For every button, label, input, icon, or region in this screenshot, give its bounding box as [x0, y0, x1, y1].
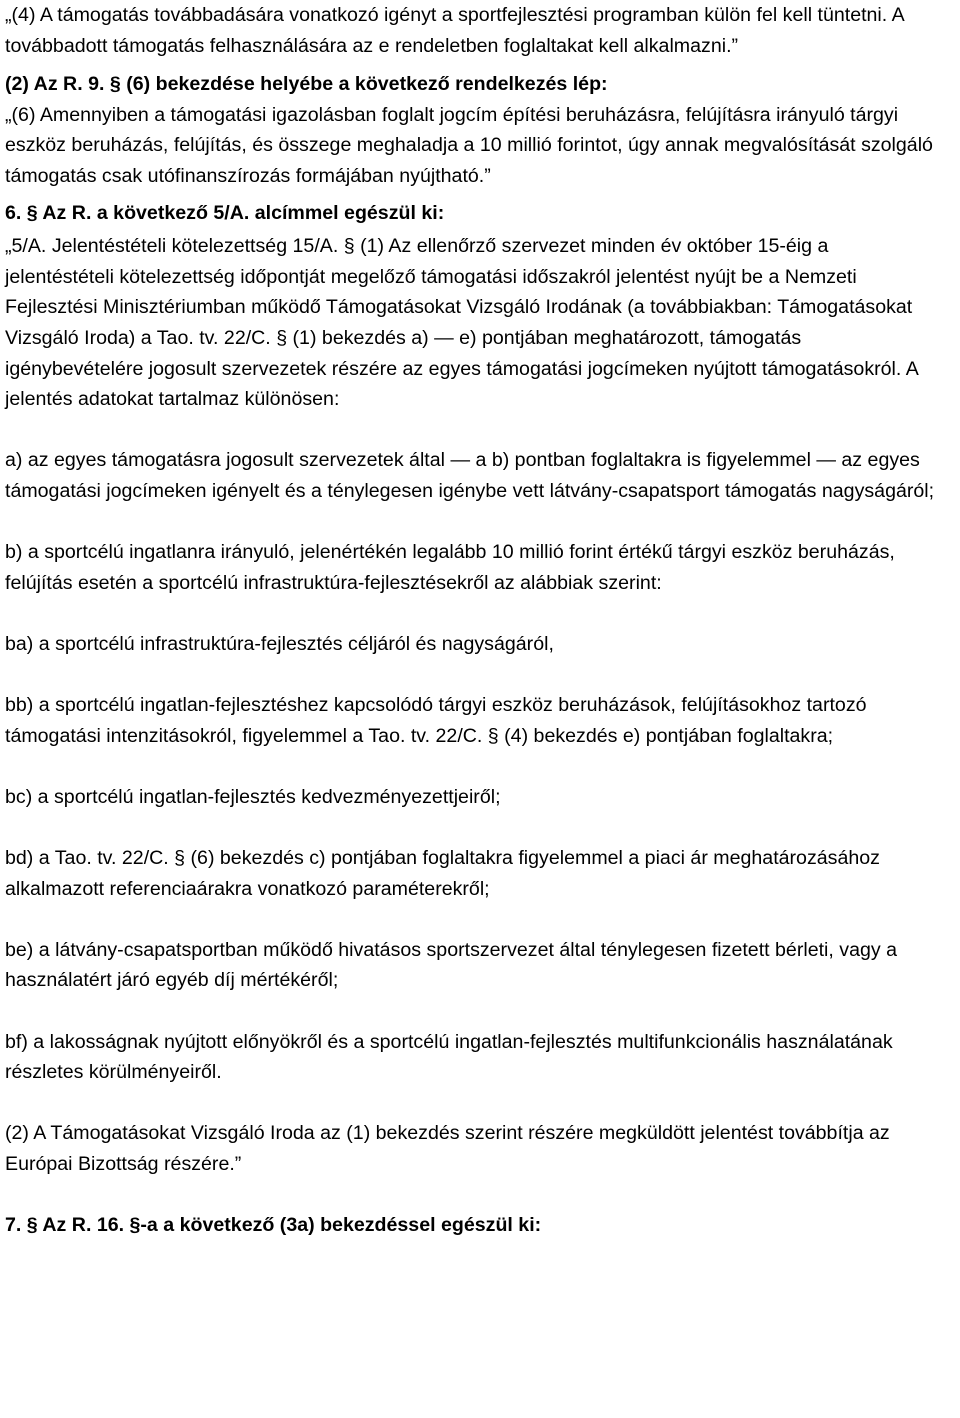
heading-section-6: 6. § Az R. a következő 5/A. alcímmel egészül ki: [5, 201, 445, 224]
list-item-bd: bd) a Tao. tv. 22/C. § (6) bekezdés c) pontjában foglaltakra figyelemmel a piaci ár meghatározásához alkalmazott referenciaárakra vonatkozó paraméterekről; [5, 847, 880, 900]
list-item-bf: bf) a lakosságnak nyújtott előnyökről és a sportcélú ingatlan-fejlesztés multifunkcionális használatának részletes körülményeiről. [5, 1030, 893, 1084]
list-item-a: a) az egyes támogatásra jogosult szervezetek által — a b) pontban foglaltakra is figyelemmel — az egyes támogatási jogcímeken igényelt és a ténylegesen igénybe vett látvány-csapatsport támogatás nagyságáról; [5, 449, 935, 502]
list-item-bc: bc) a sportcélú ingatlan-fejlesztés kedvezményezettjeiről; [5, 785, 501, 808]
list-item-ba: ba) a sportcélú infrastruktúra-fejlesztés céljáról és nagyságáról, [5, 632, 554, 655]
paragraph-amendment-6: „(6) Amennyiben a támogatási igazolásban foglalt jogcím építési beruházásra, felújításra irányuló tárgyi eszköz beruházás, felújítás, és összege meghaladja a 10 millió forintot, úgy annak megvalósítását szolgáló támogatás csak utófinanszírozás formájában nyújtható.” [5, 103, 933, 187]
list-item-bb: bb) a sportcélú ingatlan-fejlesztéshez kapcsolódó tárgyi eszköz beruházások, felújításokhoz tartozó támogatási intenzitásokról, figyelemmel a Tao. tv. 22/C. § (4) bekezdés e) pontjában foglaltakra; [5, 694, 867, 747]
paragraph-2: (2) A Támogatásokat Vizsgáló Iroda az (1) bekezdés szerint részére megküldött jelentést továbbítja az Európai Bizottság részére.” [5, 1122, 890, 1175]
heading-section-2: (2) Az R. 9. § (6) bekezdése helyébe a következő rendelkezés lép: [5, 73, 608, 96]
list-item-b: b) a sportcélú ingatlanra irányuló, jelenértékén legalább 10 millió forint értékű tárgyi eszköz beruházás, felújítás esetén a sportcélú infrastruktúra-fejlesztésekről az alábbiak szerint: [5, 541, 895, 594]
list-item-be: be) a látvány-csapatsportban működő hivatásos sportszervezet által ténylegesen fizetett bérleti, vagy a használatért járó egyéb díj mértékéről; [5, 938, 898, 992]
paragraph-5a: „5/A. Jelentéstételi kötelezettség 15/A. § (1) Az ellenőrző szervezet minden év október 15-éig a jelentéstételi kötelezettség időpontját megelőző támogatási időszakról jelentést nyújt be a Nemzeti Fejlesztési Minisztériumban működő Támogatásokat Vizsgáló Irodának (a továbbiakban: Támogatásokat Vizsgáló Iroda) a Tao. tv. 22/C. § (1) bekezdés a) — e) pontjában meghatározott, támogatás igénybevételére jogosult szervezetek részére az egyes támogatási jogcímeken nyújtott támogatásokról. A jelentés adatokat tartalmaz különösen: [5, 235, 918, 411]
paragraph-intro-4: „(4) A támogatás továbbadására vonatkozó igényt a sportfejlesztési programban külön fel kell tüntetni. A továbbadott támogatás felhasználására az e rendeletben foglaltakat kell alkalmazni.” [5, 4, 904, 57]
heading-section-7: 7. § Az R. 16. §-a a következő (3a) bekezdéssel egészül ki: [5, 1214, 542, 1237]
